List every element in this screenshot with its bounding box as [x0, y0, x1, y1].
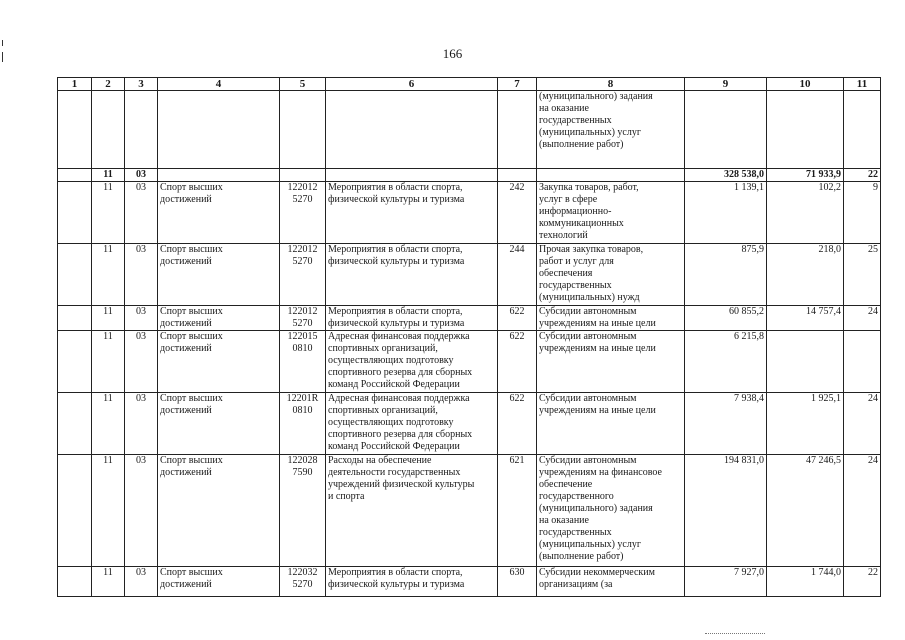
cell-percent: 24: [844, 306, 881, 331]
cell-subsection: 03: [125, 306, 158, 331]
cell-name: Спорт высших достижений: [158, 455, 280, 567]
cell-target-article: 122012 5270: [280, 244, 326, 306]
cell-percent: [844, 91, 881, 169]
cell-amount-fact: 1 925,1: [767, 393, 844, 455]
cell-expense-description: Закупка товаров, работ, услуг в сфере информационно- коммуникационных технологий: [537, 182, 685, 244]
cell-target-article: 122012 5270: [280, 306, 326, 331]
cell-amount-plan: 60 855,2: [685, 306, 767, 331]
cell-section: 11: [92, 169, 125, 182]
cell-description: Мероприятия в области спорта, физической культуры и туризма: [326, 306, 498, 331]
cell-section: 11: [92, 455, 125, 567]
cell-percent: [844, 331, 881, 393]
cell-amount-plan: 7 938,4: [685, 393, 767, 455]
cell-amount-plan: 194 831,0: [685, 455, 767, 567]
column-header: 3: [125, 78, 158, 91]
cell-target-article: 12201R 0810: [280, 393, 326, 455]
table-row: [58, 567, 881, 597]
cell-section: [92, 91, 125, 169]
cell-expense-type: 244: [498, 244, 537, 306]
cell-name: [158, 169, 280, 182]
cell-amount-plan: 1 139,1: [685, 182, 767, 244]
cell-expense-type: 630: [498, 567, 537, 597]
scan-bottom-mark: [705, 633, 765, 635]
cell-col1: [58, 244, 92, 306]
column-header: 10: [767, 78, 844, 91]
cell-subsection: 03: [125, 393, 158, 455]
cell-expense-description: Субсидии автономным учреждениям на иные цели: [537, 331, 685, 393]
cell-subsection: 03: [125, 567, 158, 597]
cell-expense-description: Субсидии автономным учреждениям на иные цели: [537, 393, 685, 455]
column-header: 1: [58, 78, 92, 91]
cell-name: Спорт высших достижений: [158, 331, 280, 393]
cell-description: Адресная финансовая поддержка спортивных организаций, осуществляющих подготовку спортивного резерва для сборных команд Российской Федерации: [326, 393, 498, 455]
cell-target-article: 122028 7590: [280, 455, 326, 567]
cell-expense-description: Субсидии некоммерческим организациям (за: [537, 567, 685, 597]
cell-subsection: 03: [125, 182, 158, 244]
cell-amount-plan: 7 927,0: [685, 567, 767, 597]
cell-amount-plan: [685, 91, 767, 169]
cell-amount-plan: 328 538,0: [685, 169, 767, 182]
cell-name: Спорт высших достижений: [158, 306, 280, 331]
cell-description: Мероприятия в области спорта, физической культуры и туризма: [326, 182, 498, 244]
table-row: [58, 306, 881, 331]
cell-col1: [58, 331, 92, 393]
cell-subsection: 03: [125, 455, 158, 567]
table-total-row: [58, 169, 881, 182]
cell-expense-type: 622: [498, 331, 537, 393]
cell-target-article: 122012 5270: [280, 182, 326, 244]
cell-expense-type: 242: [498, 182, 537, 244]
cell-amount-fact: [767, 331, 844, 393]
cell-amount-fact: 1 744,0: [767, 567, 844, 597]
cell-col1: [58, 91, 92, 169]
cell-expense-description: Прочая закупка товаров, работ и услуг для обеспечения государственных (муниципальных) нужд: [537, 244, 685, 306]
cell-expense-type: 622: [498, 393, 537, 455]
cell-target-article: [280, 91, 326, 169]
budget-table: [57, 77, 881, 597]
cell-section: 11: [92, 567, 125, 597]
cell-amount-fact: 218,0: [767, 244, 844, 306]
cell-expense-type: [498, 91, 537, 169]
cell-description: [326, 91, 498, 169]
cell-expense-type: 622: [498, 306, 537, 331]
cell-subsection: 03: [125, 331, 158, 393]
cell-section: 11: [92, 244, 125, 306]
cell-description: Мероприятия в области спорта, физической культуры и туризма: [326, 567, 498, 597]
header-row: [58, 78, 881, 91]
cell-description: Расходы на обеспечение деятельности государственных учреждений физической культуры и спорта: [326, 455, 498, 567]
cell-section: 11: [92, 182, 125, 244]
cell-col1: [58, 455, 92, 567]
cell-name: Спорт высших достижений: [158, 393, 280, 455]
cell-amount-plan: 6 215,8: [685, 331, 767, 393]
cell-name: Спорт высших достижений: [158, 244, 280, 306]
cell-subsection: 03: [125, 169, 158, 182]
table-row: [58, 91, 881, 169]
cell-subsection: 03: [125, 244, 158, 306]
cell-percent: 24: [844, 393, 881, 455]
cell-expense-description: Субсидии автономным учреждениям на финансовое обеспечение государственного (муниципального) задания на оказание государственных (муниципальных) услуг (выполнение работ): [537, 455, 685, 567]
cell-amount-fact: 14 757,4: [767, 306, 844, 331]
cell-name: [158, 91, 280, 169]
cell-col1: [58, 393, 92, 455]
table-row: [58, 393, 881, 455]
cell-expense-description: Субсидии автономным учреждениям на иные цели: [537, 306, 685, 331]
cell-col1: [58, 567, 92, 597]
cell-section: 11: [92, 306, 125, 331]
column-header: 9: [685, 78, 767, 91]
cell-percent: 9: [844, 182, 881, 244]
column-header: 6: [326, 78, 498, 91]
cell-amount-fact: [767, 91, 844, 169]
cell-description: [326, 169, 498, 182]
table-row: [58, 331, 881, 393]
column-header: 2: [92, 78, 125, 91]
cell-percent: 24: [844, 455, 881, 567]
cell-col1: [58, 306, 92, 331]
cell-name: Спорт высших достижений: [158, 567, 280, 597]
cell-amount-fact: 71 933,9: [767, 169, 844, 182]
cell-description: Мероприятия в области спорта, физической культуры и туризма: [326, 244, 498, 306]
page-number: 166: [442, 46, 463, 61]
cell-description: Адресная финансовая поддержка спортивных организаций, осуществляющих подготовку спортивного резерва для сборных команд Российской Федерации: [326, 331, 498, 393]
cell-section: 11: [92, 331, 125, 393]
cell-target-article: 122032 5270: [280, 567, 326, 597]
column-header: 11: [844, 78, 881, 91]
cell-amount-plan: 875,9: [685, 244, 767, 306]
table-row: [58, 244, 881, 306]
table-row: [58, 182, 881, 244]
cell-amount-fact: 102,2: [767, 182, 844, 244]
cell-target-article: 122015 0810: [280, 331, 326, 393]
cell-name: Спорт высших достижений: [158, 182, 280, 244]
cell-expense-description: [537, 169, 685, 182]
cell-expense-type: [498, 169, 537, 182]
cell-target-article: [280, 169, 326, 182]
cell-subsection: [125, 91, 158, 169]
cell-percent: 25: [844, 244, 881, 306]
cell-section: 11: [92, 393, 125, 455]
cell-expense-type: 621: [498, 455, 537, 567]
column-header: 8: [537, 78, 685, 91]
column-header: 5: [280, 78, 326, 91]
cell-percent: 22: [844, 567, 881, 597]
cell-expense-description: (муниципального) задания на оказание государственных (муниципальных) услуг (выполнение работ): [537, 91, 685, 169]
cell-col1: [58, 182, 92, 244]
cell-amount-fact: 47 246,5: [767, 455, 844, 567]
cell-percent: 22: [844, 169, 881, 182]
table-row: [58, 455, 881, 567]
cell-col1: [58, 169, 92, 182]
column-header: 4: [158, 78, 280, 91]
column-header: 7: [498, 78, 537, 91]
